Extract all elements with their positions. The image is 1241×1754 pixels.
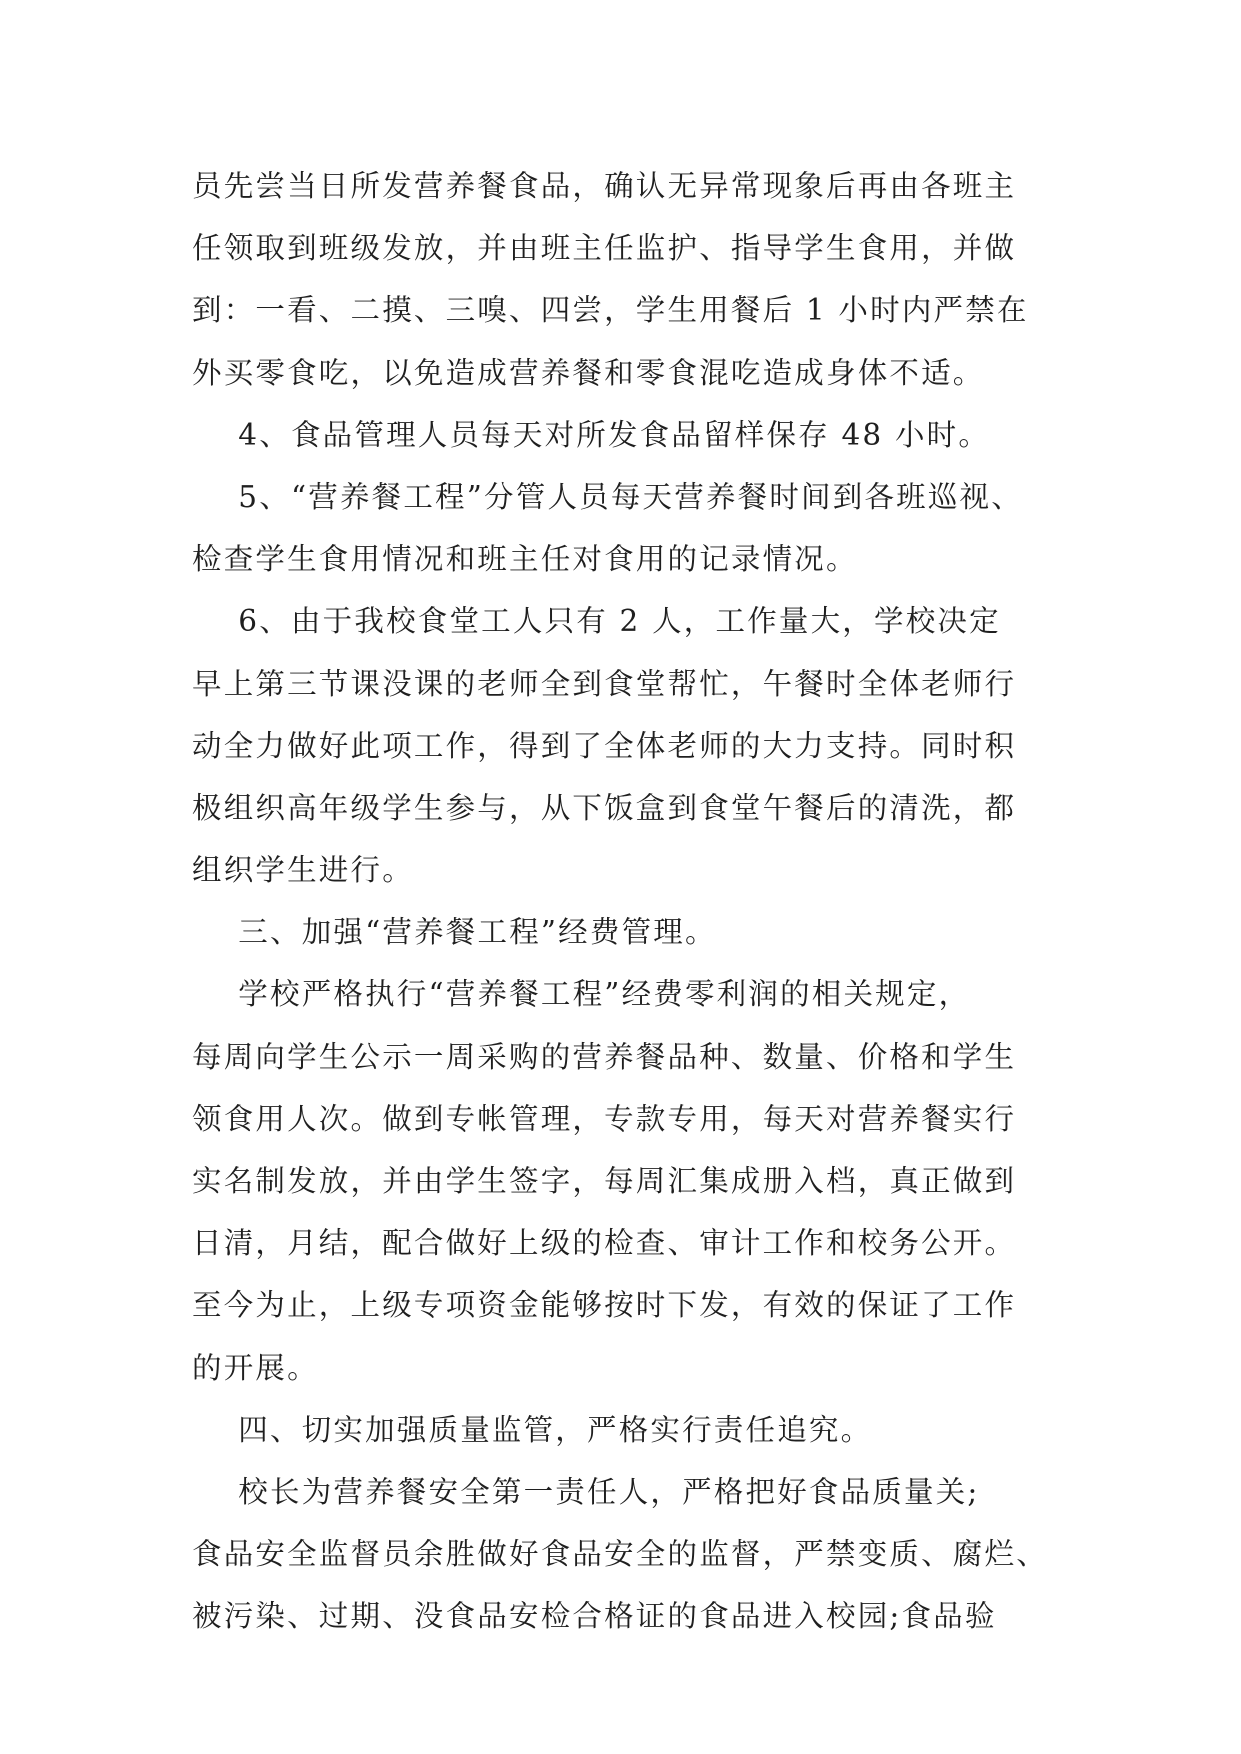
text-line: 领食用人次。做到专帐管理，专款专用，每天对营养餐实行: [192, 1101, 1017, 1136]
section-heading-3: 三、加强“营养餐工程”经费管理。: [192, 915, 717, 950]
text-line: 任领取到班级发放，并由班主任监护、指导学生食用，并做: [192, 231, 1017, 266]
section-3-paragraph: 学校严格执行“营养餐工程”经费零利润的相关规定，: [192, 977, 971, 1012]
text-line: 每周向学生公示一周采购的营养餐品种、数量、价格和学生: [192, 1039, 1017, 1074]
text-line: 员先尝当日所发营养餐食品，确认无异常现象后再由各班主: [192, 169, 1017, 203]
text-line: 极组织高年级学生参与，从下饭盒到食堂午餐后的清洗，都: [192, 790, 1017, 825]
text-line: 实名制发放，并由学生签字，每周汇集成册入档，真正做到: [192, 1164, 1017, 1198]
text-line: 早上第三节课没课的老师全到食堂帮忙，午餐时全体老师行: [192, 666, 1017, 701]
text-line: 日清，月结，配合做好上级的检查、审计工作和校务公开。: [192, 1226, 1017, 1261]
text-line: 外买零食吃，以免造成营养餐和零食混吃造成身体不适。: [192, 355, 985, 390]
text-line: 至今为止，上级专项资金能够按时下发，有效的保证了工作: [192, 1288, 1017, 1323]
paragraph-5: 5、“营养餐工程”分管人员每天营养餐时间到各班巡视、: [192, 479, 1023, 514]
section-heading-4: 四、切实加强质量监管，严格实行责任追究。: [192, 1412, 873, 1447]
body-text: [192, 155, 1072, 1648]
paragraph-4: 4、食品管理人员每天对所发食品留样保存 48 小时。: [192, 417, 991, 452]
text-line: 被污染、过期、没食品安检合格证的食品进入校园;食品验: [192, 1599, 997, 1634]
text-line: 到：一看、二摸、三嗅、四尝，学生用餐后 1 小时内严禁在: [192, 293, 1029, 328]
text-line: 食品安全监督员余胜做好食品安全的监督，严禁变质、腐烂、: [192, 1537, 1048, 1572]
section-4-paragraph: 校长为营养餐安全第一责任人，严格把好食品质量关;: [192, 1474, 980, 1509]
text-line: 动全力做好此项工作，得到了全体老师的大力支持。同时积: [192, 728, 1017, 763]
text-line: 的开展。: [192, 1350, 319, 1385]
text-line: 检查学生食用情况和班主任对食用的记录情况。: [192, 542, 858, 577]
text-line: 组织学生进行。: [192, 853, 414, 888]
paragraph-6: 6、由于我校食堂工人只有 2 人，工作量大，学校决定: [192, 604, 1001, 639]
